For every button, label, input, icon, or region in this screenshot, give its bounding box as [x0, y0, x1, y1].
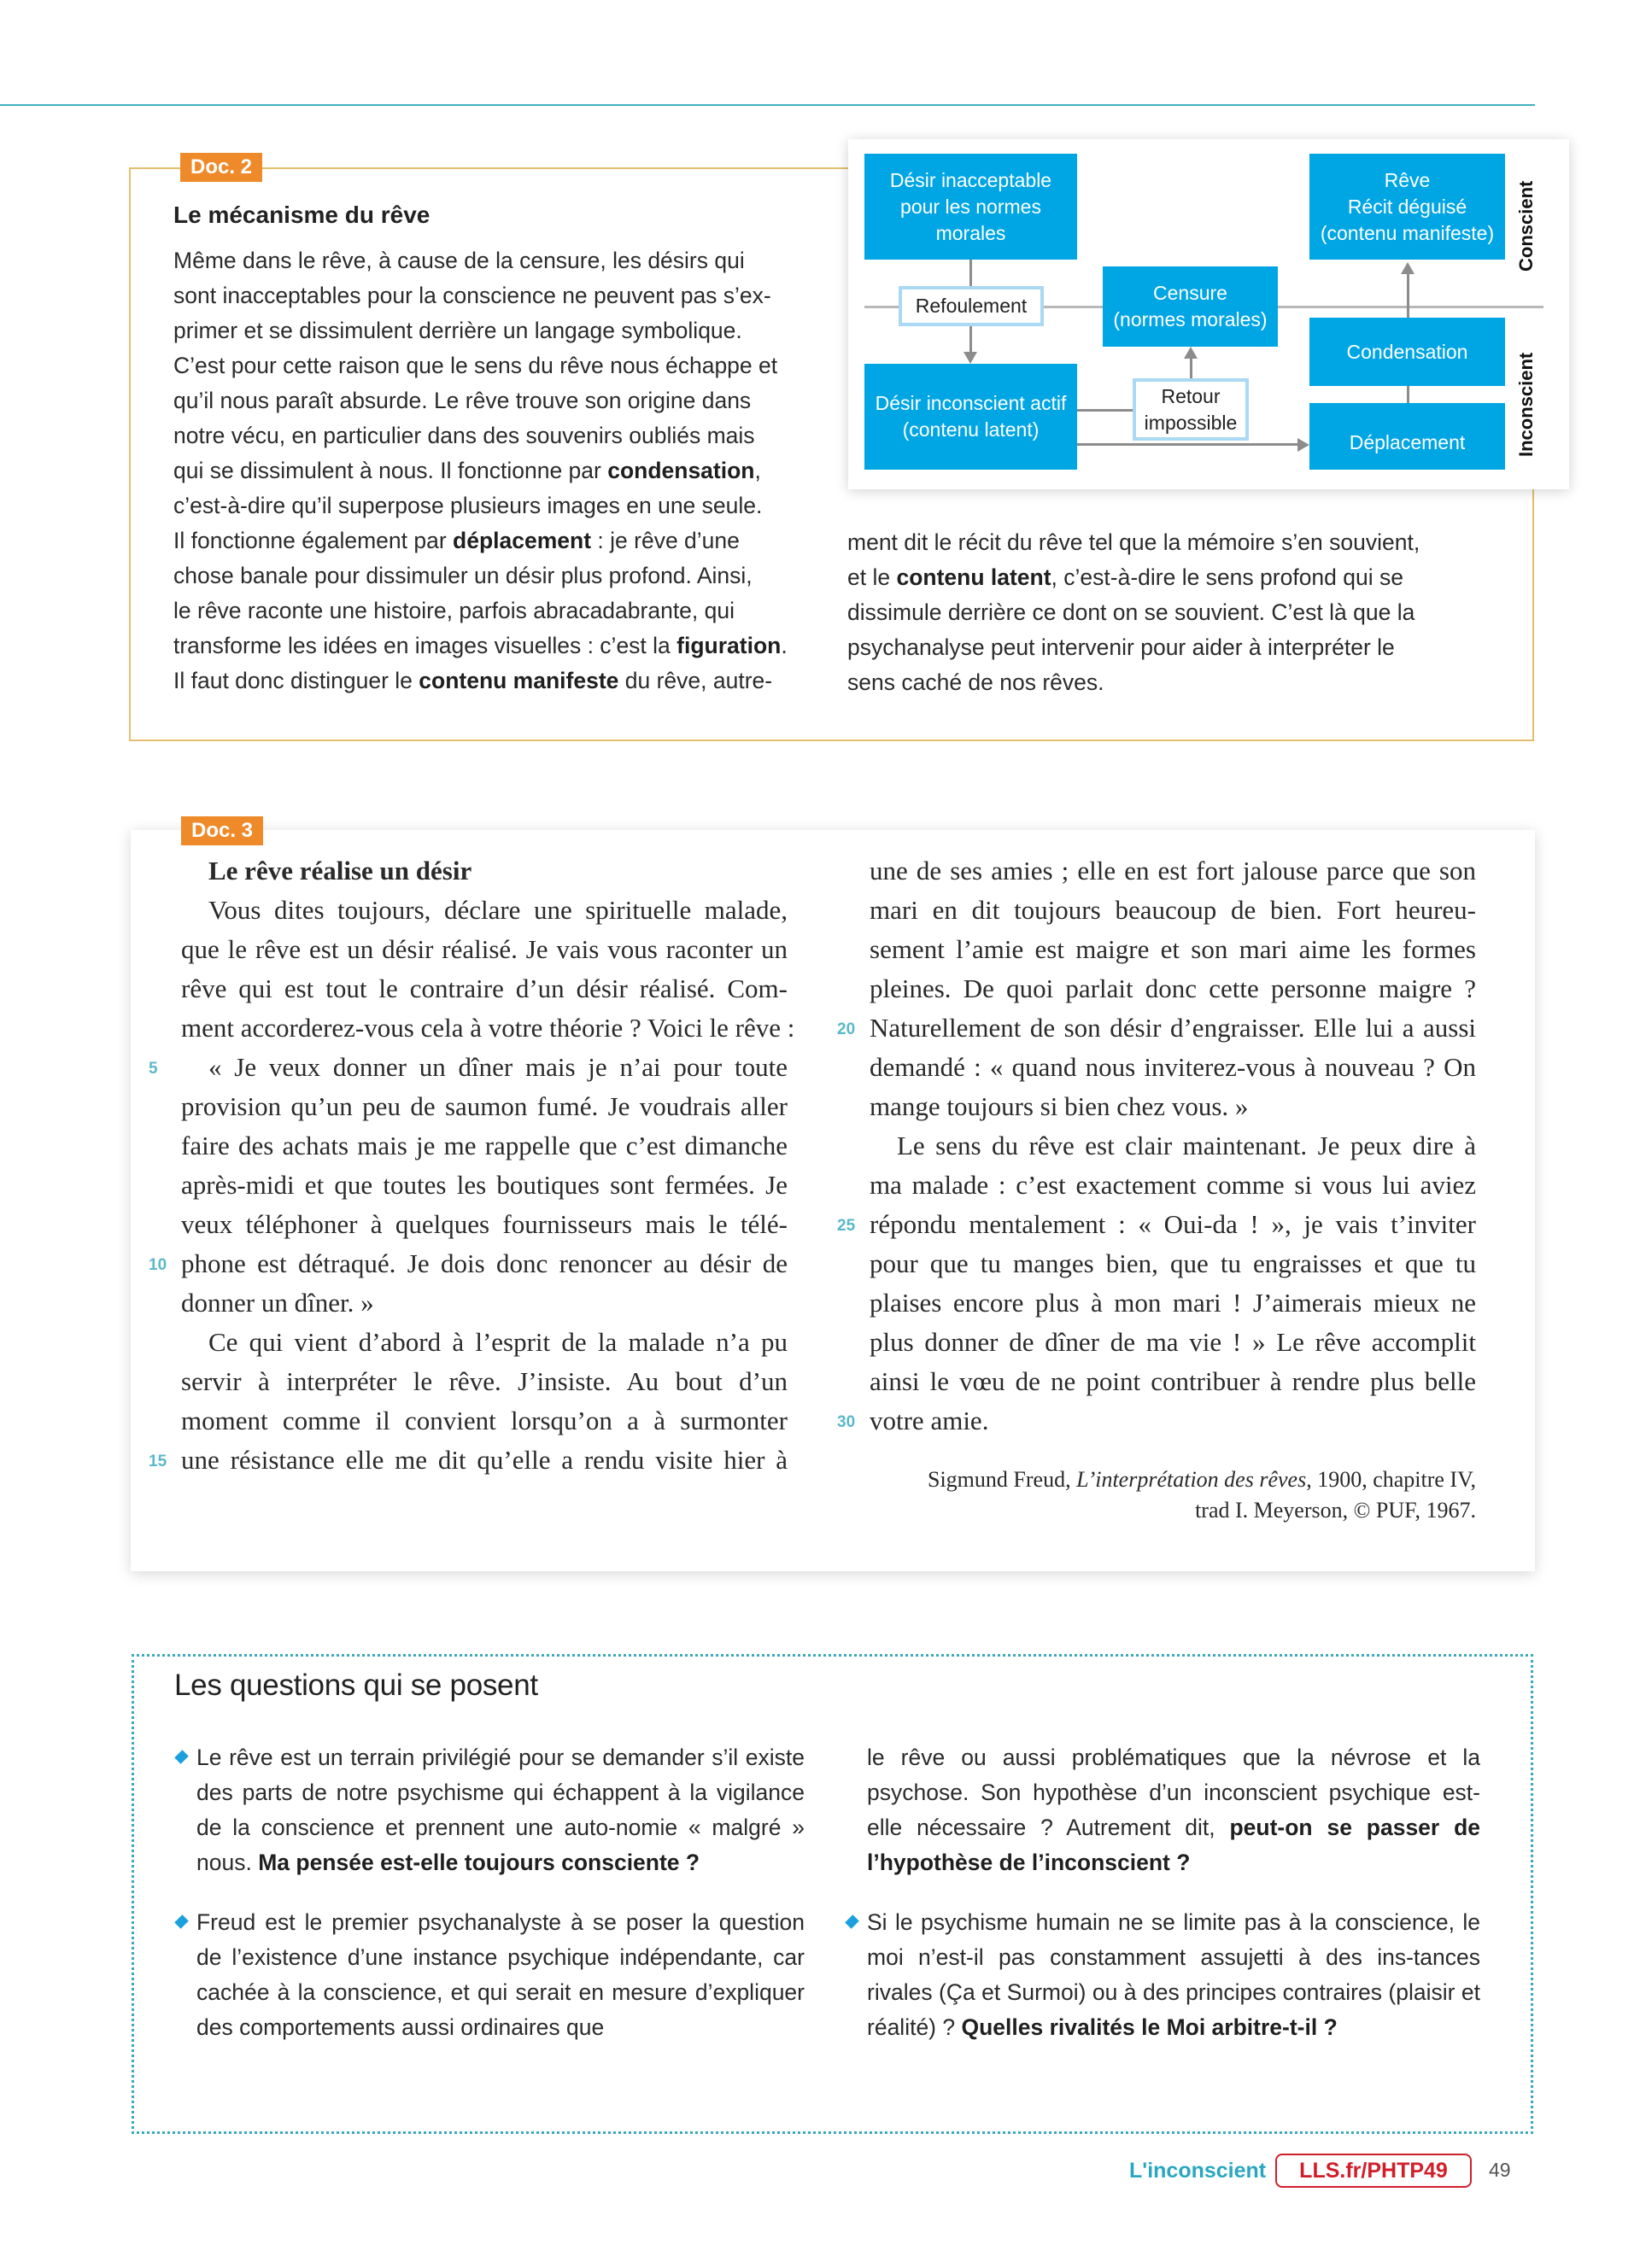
- questions-title: Les questions qui se posent: [174, 1669, 538, 1702]
- doc2-line: transforme les idées en images visuelles : c’est la figuration.: [173, 633, 788, 658]
- doc3-line: 10 phone est détraqué. Je dois donc renoncer au désir de: [181, 1244, 788, 1283]
- link-latent-to-retour: [1077, 409, 1133, 412]
- doc3-title: Le rêve réalise un désir: [208, 856, 472, 886]
- doc2-line: ment dit le récit du rêve tel que la mémoire s’en souvient,: [847, 529, 1420, 555]
- doc2-line: notre vécu, en particulier dans des souvenirs oubliés mais: [173, 423, 755, 448]
- doc3-line: mari en dit toujours beaucoup de bien. Fort heureu-: [870, 895, 1476, 925]
- doc2-line: primer et se dissimulent derrière un langage symbolique.: [173, 318, 742, 343]
- term-deplacement: déplacement: [453, 528, 592, 553]
- doc3-line: Vous dites toujours, déclare une spirituelle malade,: [208, 895, 788, 925]
- doc3-line: moment comme il convient lorsqu’on a à surmonter: [181, 1406, 788, 1435]
- doc2-line: psychanalyse peut intervenir pour aider à interpréter le: [847, 634, 1395, 660]
- doc3-line: plus donner de dîner de ma vie ! » Le rêve accomplit: [870, 1327, 1476, 1357]
- diamond-icon: [174, 1750, 189, 1764]
- doc2-line: et le contenu latent, c’est-à-dire le sens profond qui se: [847, 564, 1403, 590]
- doc3-line: veux téléphoner à quelques fournisseurs mais le télé-: [181, 1209, 788, 1239]
- doc2-line: le rêve raconte une histoire, parfois abracadabrante, qui: [173, 598, 735, 623]
- doc3-line: pleines. De quoi parlait donc cette personne maigre ?: [870, 973, 1476, 1003]
- doc3-line: provision qu’un peu de saumon fumé. Je voudrais aller: [181, 1091, 788, 1121]
- doc3-line: sement l’amie est maigre et son mari aime les formes: [870, 934, 1476, 964]
- doc3-line: après-midi et que toutes les boutiques sont fermées. Je: [181, 1170, 788, 1200]
- doc3-label: Doc. 3: [181, 816, 263, 845]
- doc3-line: faire des achats mais je me rappelle que c’est dimanche: [181, 1131, 788, 1160]
- doc2-line: sens caché de nos rêves.: [847, 669, 1104, 695]
- doc3-line: pour que tu manges bien, que tu engraisses et que tu: [870, 1248, 1476, 1278]
- questions-column-1: [174, 1740, 805, 2070]
- box-reve-contenu-manifeste: Rêve Récit déguisé (contenu manifeste): [1309, 154, 1505, 260]
- line-number: 5: [149, 1060, 158, 1078]
- doc2-line: Même dans le rêve, à cause de la censure, les désirs qui: [173, 248, 745, 273]
- line-number: 20: [837, 1020, 856, 1038]
- doc3-line: rêve qui est tout le contraire d’un désir réalisé. Com-: [181, 973, 788, 1003]
- arrowhead-up-icon: [1184, 347, 1198, 359]
- term-condensation: condensation: [607, 458, 755, 483]
- question-item: Freud est le premier psychanalyste à se poser la question de l’existence d’une instance psychique indépendante, car cachée à la conscience, et qui serait en mesure d’expliquer des comportements aussi ordinaires que: [174, 1905, 805, 2045]
- doc2-line: chose banale pour dissimuler un désir plus profond. Ainsi,: [173, 563, 753, 588]
- doc2-line: Il fonctionne également par déplacement : je rêve d’une: [173, 528, 740, 553]
- doc2-line: qui se dissimulent à nous. Il fonctionne par condensation,: [173, 458, 761, 483]
- doc3-line: 30 votre amie.: [870, 1401, 1476, 1441]
- box-desir-inconscient: Désir inconscient actif (contenu latent): [864, 364, 1077, 470]
- line-number: 10: [149, 1256, 167, 1274]
- doc3-citation: Sigmund Freud, L’interprétation des rêves, 1900, chapitre IV, trad I. Meyerson, © PUF, 1967.: [928, 1467, 1476, 1523]
- footer-chapter-title: L'inconscient: [1129, 2159, 1267, 2183]
- box-refoulement: Refoulement: [899, 286, 1044, 326]
- doc3-line: Le sens du rêve est clair maintenant. Je peux dire à: [897, 1131, 1476, 1160]
- doc3-column-1: [149, 851, 795, 1480]
- arrowhead-up-icon: [1401, 262, 1414, 274]
- doc3-line: 20 Naturellement de son désir d’engraisser. Elle lui a aussi: [870, 1008, 1476, 1048]
- citation-work-title: L’interprétation des rêves: [1076, 1467, 1307, 1492]
- doc2-line: sont inacceptables pour la conscience ne peuvent pas s’ex-: [173, 283, 771, 308]
- line-number: 15: [149, 1453, 167, 1470]
- term-contenu-latent: contenu latent: [896, 564, 1051, 590]
- box-retour-impossible: Retour impossible: [1133, 378, 1249, 441]
- page-number: 49: [1489, 2159, 1511, 2181]
- doc2-text-column-2: [847, 525, 1479, 700]
- doc2-line: qu’il nous paraît absurde. Le rêve trouve son origine dans: [173, 388, 752, 413]
- doc2-text-column-1: [173, 243, 795, 699]
- arrowhead-down-icon: [964, 352, 977, 364]
- box-condensation: Condensation: [1309, 318, 1505, 386]
- doc3-column-2: [837, 851, 1476, 1523]
- doc3-line: 5 « Je veux donner un dîner mais je n’ai pour toute: [181, 1048, 788, 1087]
- line-number: 25: [837, 1217, 856, 1235]
- box-censure: Censure (normes morales): [1103, 266, 1278, 347]
- doc3-line: mange toujours si bien chez vous. »: [870, 1091, 1249, 1121]
- footer-resource-link[interactable]: LLS.fr/PHTP49: [1275, 2154, 1472, 2188]
- diamond-icon: [845, 1914, 859, 1929]
- doc3-line: demandé : « quand nous inviterez-vous à nouveau ? On: [870, 1052, 1476, 1082]
- doc3-line: 25 répondu mentalement : « Oui-da ! », je vais t’inviter: [870, 1205, 1476, 1244]
- question-item-continued: le rêve ou aussi problématiques que la névrose et la psychose. Son hypothèse d’un inconscient psychique est-elle nécessaire ? Autrement dit, peut-on se passer de l’hypothèse de l’inconscient ?: [867, 1745, 1480, 1875]
- doc3-line: ma malade : c’est exactement comme si vous lui aviez: [870, 1170, 1476, 1200]
- doc3-line: donner un dîner. »: [181, 1288, 374, 1318]
- doc3-line: 15 une résistance elle me dit qu’elle a rendu visite hier à: [181, 1441, 788, 1480]
- doc3-line: ment accorderez-vous cela à votre théorie ? Voici le rêve :: [181, 1013, 795, 1043]
- doc3-line: Ce qui vient d’abord à l’esprit de la malade n’a pu: [208, 1327, 788, 1357]
- term-figuration: figuration: [676, 633, 782, 658]
- zone-label-conscient: Conscient: [1515, 180, 1537, 272]
- box-deplacement: Déplacement: [1309, 403, 1505, 470]
- questions-column-2: [867, 1740, 1480, 2070]
- doc3-line: que le rêve est un désir réalisé. Je vais vous raconter un: [181, 934, 788, 964]
- doc2-line: c’est-à-dire qu’il superpose plusieurs images en une seule.: [173, 493, 763, 518]
- doc2-line: dissimule derrière ce dont on se souvient. C’est là que la: [847, 599, 1415, 625]
- arrow-condensation-to-reve: [1407, 271, 1409, 318]
- doc2-line: Il faut donc distinguer le contenu manifeste du rêve, autre-: [173, 668, 773, 693]
- doc3-line: plaises encore plus à mon mari ! J’aimerais mieux ne: [870, 1288, 1476, 1318]
- box-desir-inacceptable: Désir inacceptable pour les normes morales: [864, 154, 1077, 260]
- doc3-card: [131, 830, 1535, 1571]
- link-deplacement-condensation: [1407, 386, 1409, 403]
- arrowhead-right-icon: [1297, 438, 1309, 452]
- diamond-icon: [174, 1914, 189, 1929]
- term-contenu-manifeste: contenu manifeste: [419, 668, 619, 693]
- doc3-line: servir à interpréter le rêve. J’insiste. Au bout d’un: [181, 1366, 788, 1396]
- doc3-line: ainsi le vœu de ne point contribuer à rendre plus belle: [870, 1366, 1476, 1396]
- top-rule: [0, 104, 1535, 106]
- doc2-label: Doc. 2: [180, 153, 262, 182]
- zone-label-inconscient: Inconscient: [1515, 352, 1537, 457]
- question-item: Si le psychisme humain ne se limite pas à la conscience, le moi n’est-il pas constamment assujetti à des ins-tances rivales (Ça et Surmoi) ou à des principes contraires (plaisir et réalité) ? Quelles rivalités le Moi arbitre-t-il ?: [845, 1905, 1480, 2045]
- doc2-title: Le mécanisme du rêve: [173, 202, 430, 228]
- doc2-line: C’est pour cette raison que le sens du rêve nous échappe et: [173, 353, 778, 378]
- line-number: 30: [837, 1413, 856, 1431]
- question-item: Le rêve est un terrain privilégié pour se demander s’il existe des parts de notre psychisme qui échappent à la vigilance de la conscience et prennent une auto-nomie « malgré » nous. Ma pensée est-elle toujours consciente ?: [174, 1740, 805, 1880]
- arrow-latent-to-deplacement: [1077, 443, 1297, 446]
- doc3-line: une de ses amies ; elle en est fort jalouse parce que son: [870, 856, 1476, 886]
- dream-mechanism-diagram: [848, 139, 1569, 489]
